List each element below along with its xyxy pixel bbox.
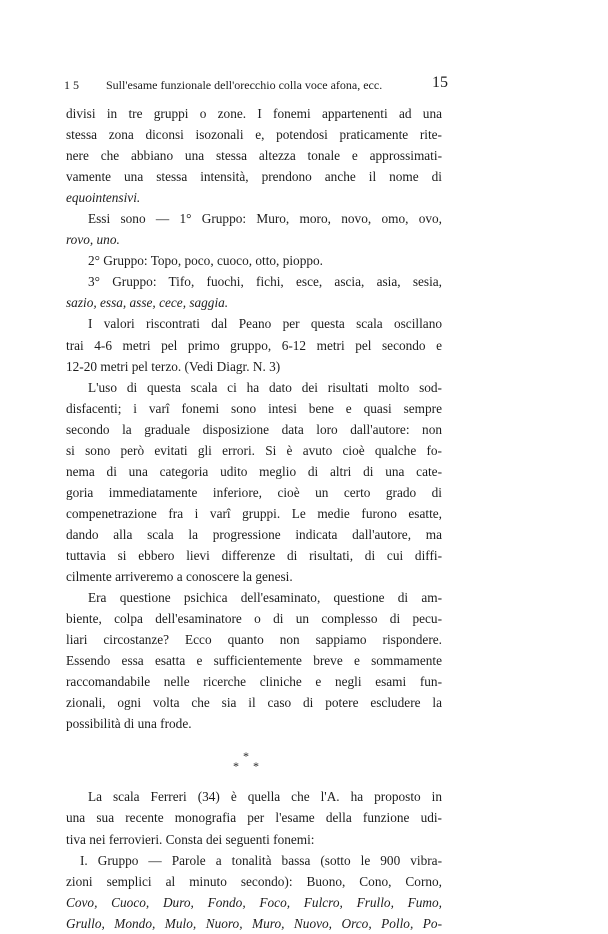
word-list-italic: Grullo, Mondo, Mulo, Nuoro, Muro, Nuovo, Orco, Pollo, Po- (66, 915, 442, 931)
text-line (66, 292, 442, 313)
page-header (64, 76, 448, 98)
text-line: nema di una categoria udito meglio di altri di una cate- (66, 463, 442, 479)
asterisk: * (233, 759, 239, 774)
text-line: 2° Gruppo: Topo, poco, cuoco, otto, pioppo. (88, 253, 323, 269)
text-line: I. Gruppo — Parole a tonalità bassa (sotto le 900 vibra- (80, 852, 442, 868)
text-line: possibilità di una frode. (66, 716, 192, 732)
text-line: biente, colpa dell'esaminatore o di un complesso di pecu- (66, 611, 442, 627)
text-line: Era questione psichica dell'esaminato, questione di am- (88, 590, 442, 606)
text-line: I valori riscontrati dal Peano per questa scala oscillano (88, 316, 442, 332)
text-line: La scala Ferreri (34) è quella che l'A. ha proposto in (88, 789, 442, 805)
text-line: si sono però evitati gli errori. Si è avuto cioè qualche fo- (66, 442, 442, 458)
text-line (66, 187, 442, 208)
text-line: L'uso di questa scala ci ha dato dei risultati molto sod- (88, 379, 442, 395)
text-line: zioni semplici al minuto secondo): Buono, Cono, Corno, (66, 873, 442, 889)
text-line: Essendo essa esatta e sufficientemente breve e sommamente (66, 653, 442, 669)
word-list-italic: Covo, Cuoco, Duro, Fondo, Foco, Fulcro, Frullo, Fumo, (66, 894, 442, 910)
text-line: una sua recente monografia per l'esame della funzione udi- (66, 810, 442, 826)
word-list-italic: sazio, essa, asse, cece, saggia. (66, 295, 229, 311)
term-italic: equointensivi. (66, 190, 141, 206)
text-line: tuttavia si ebbero lievi differenze di risultati, di cui diffi- (66, 547, 442, 563)
text-line: zionali, ogni volta che sia il caso di potere escludere la (66, 695, 442, 711)
text-line: liari circostanze? Ecco quanto non sappiamo rispondere. (66, 632, 442, 648)
text-line (66, 892, 442, 913)
text-line (66, 913, 442, 934)
asterisk: * (243, 749, 249, 764)
text-line: secondo la graduale disposizione data loro dall'autore: non (66, 421, 442, 437)
text-line: goria immediatamente inferiore, cioè un certo grado di (66, 484, 442, 500)
text-line: Essi sono — 1° Gruppo: Muro, moro, novo, omo, ovo, (88, 211, 442, 227)
body-text (66, 103, 442, 934)
text-line: nere che abbiano una stessa altezza tonale e approssimati- (66, 148, 442, 164)
text-line: dando alla scala la progressione indicata dall'autore, ma (66, 526, 442, 542)
signature-mark: 1 5 (64, 78, 79, 92)
word-list-italic: rovo, uno. (66, 232, 120, 248)
text-line: disfacenti; i varî fonemi sono intesi bene e quasi sempre (66, 400, 442, 416)
text-line: cilmente arriveremo a conoscere la genesi. (66, 569, 293, 585)
running-title: Sull'esame funzionale dell'orecchio colla voce afona, ecc. (106, 78, 383, 92)
text-line: trai 4-6 metri pel primo gruppo, 6-12 metri pel secondo e (66, 337, 442, 353)
asterism-separator (66, 740, 442, 786)
text-line (66, 229, 442, 250)
text-line: compenetrazione fra i varî gruppi. Le medie furono esatte, (66, 505, 442, 521)
text-line: vamente una stessa intensità, prendono anche il nome di (66, 169, 442, 185)
text-line: divisi in tre gruppi o zone. I fonemi appartenenti ad una (66, 106, 442, 121)
text-line: 3° Gruppo: Tifo, fuochi, fichi, esce, ascia, asia, sesia, (88, 274, 442, 290)
text-line: raccomandabile nelle ricerche cliniche e negli esami fun- (66, 674, 442, 690)
page-number: 15 (432, 74, 448, 91)
text-line: tiva nei ferrovieri. Consta dei seguenti fonemi: (66, 831, 315, 847)
text-line: stessa zona diconsi isozonali e, potendosi praticamente rite- (66, 127, 442, 143)
asterisk: * (253, 759, 259, 774)
text-line: 12-20 metri pel terzo. (Vedi Diagr. N. 3) (66, 358, 281, 374)
